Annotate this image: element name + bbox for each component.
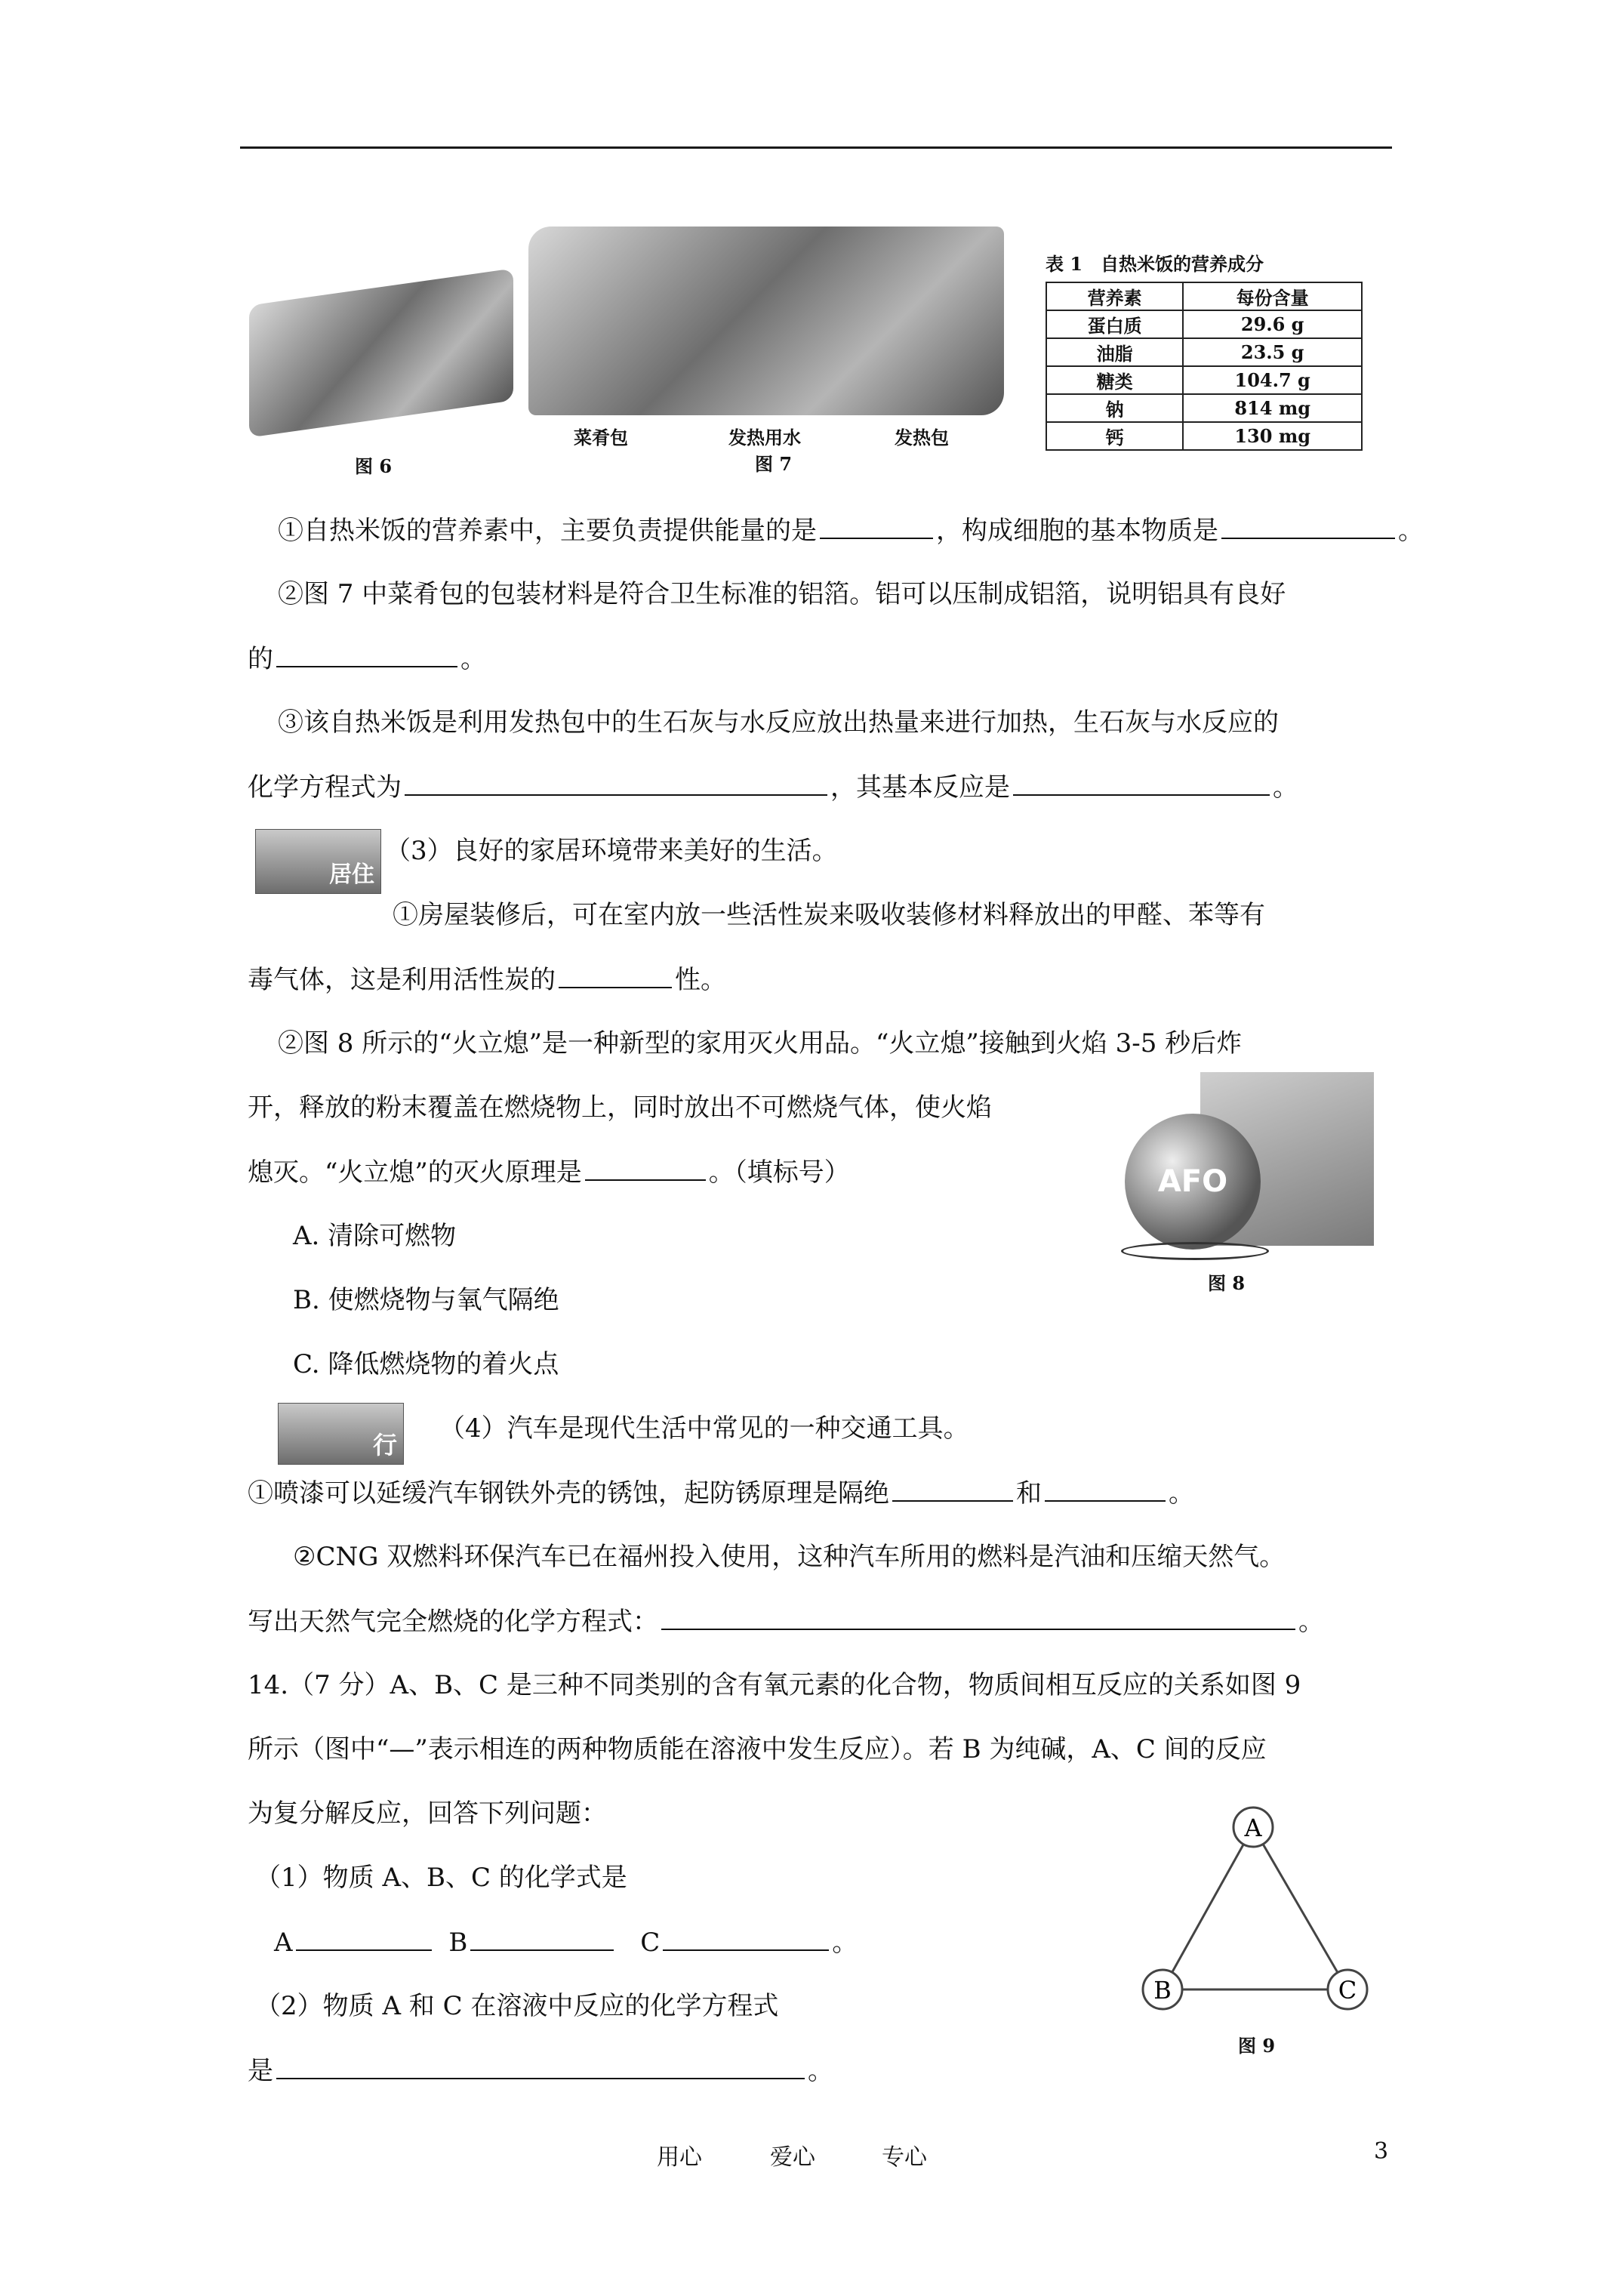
fig9-node-a: A	[1244, 1814, 1262, 1842]
table-cell: 糖类	[1046, 366, 1183, 394]
table-cell: 钙	[1046, 422, 1183, 450]
footer-item-2: 爱心	[770, 2144, 815, 2171]
fig7-label-2: 发热用水	[728, 427, 801, 448]
fig6-caption: 图 6	[355, 455, 393, 477]
q4-line-2: ②CNG 双燃料环保汽车已在福州投入使用，这种汽车所用的燃料是汽油和压缩天然气。	[293, 1542, 1286, 1572]
table-cell: 23.5 g	[1183, 338, 1362, 366]
table-row	[1046, 338, 1362, 366]
nutrition-table-block	[1046, 249, 1363, 451]
fig7-photo	[528, 227, 1004, 415]
q14-line-abc: A B C 。	[274, 1925, 858, 1959]
table-row	[1046, 394, 1362, 422]
q2-line-1: ①自热米饭的营养素中，主要负责提供能量的是 ，构成细胞的基本物质是 。	[278, 513, 1424, 547]
table-cell: 蛋白质	[1046, 310, 1183, 338]
fig7-label-3: 发热包	[895, 427, 949, 448]
answer-blank[interactable]	[661, 1604, 1295, 1630]
table-cell: 130 mg	[1183, 422, 1362, 450]
answer-blank[interactable]	[405, 770, 827, 796]
table-header-cell: 每份含量	[1183, 282, 1362, 310]
answer-blank[interactable]	[585, 1155, 706, 1181]
nutrition-table	[1046, 282, 1363, 451]
table1-title: 表 1 自热米饭的营养成分	[1046, 253, 1264, 275]
q3-line-3: ②图 8 所示的“火立熄”是一种新型的家用灭火用品。“火立熄”接触到火焰 3-5 秒后炸	[278, 1028, 1243, 1059]
answer-blank[interactable]	[276, 2054, 805, 2079]
q2-line-2: ②图 7 中菜肴包的包装材料是符合卫生标准的铝箔。铝可以压制成铝箔，说明铝具有良好	[278, 579, 1286, 609]
table-cell: 油脂	[1046, 338, 1183, 366]
q14-line-2: 所示（图中“—”表示相连的两种物质能在溶液中发生反应）。若 B 为纯碱，A、C 间的反应	[248, 1734, 1267, 1764]
table-cell: 钠	[1046, 394, 1183, 422]
table-row	[1046, 422, 1362, 450]
answer-blank[interactable]	[1045, 1476, 1166, 1502]
answer-blank[interactable]	[820, 513, 933, 539]
option-b: B. 使燃烧物与氧气隔绝	[293, 1285, 559, 1315]
table-cell: 104.7 g	[1183, 366, 1362, 394]
fig8-stand	[1121, 1242, 1269, 1260]
fig7-label-1: 菜肴包	[574, 427, 628, 448]
header-rule	[240, 146, 1392, 149]
table-cell: 29.6 g	[1183, 310, 1362, 338]
fig9-node-c: C	[1338, 1976, 1357, 2005]
footer-item-1: 用心	[657, 2144, 702, 2171]
fig8-caption: 图 8	[1208, 1272, 1246, 1294]
page-number: 3	[1374, 2138, 1389, 2165]
table-cell: 814 mg	[1183, 394, 1362, 422]
fig8-ball: AFO	[1125, 1114, 1261, 1250]
q2-line-5: 化学方程式为 ，其基本反应是 。	[248, 770, 1298, 804]
option-a: A. 清除可燃物	[293, 1221, 457, 1251]
fig8-image	[1110, 1072, 1389, 1268]
answer-blank[interactable]	[559, 963, 672, 988]
q4-title: （4）汽车是现代生活中常见的一种交通工具。	[439, 1413, 969, 1444]
q3-title: （3）良好的家居环境带来美好的生活。	[385, 836, 838, 866]
fig7-caption: 图 7	[755, 453, 793, 475]
q3-line-1: ①房屋装修后，可在室内放一些活性炭来吸收装修材料释放出的甲醛、苯等有	[393, 900, 1265, 930]
q3-line-5: 熄灭。“火立熄”的灭火原理是 。（填标号）	[248, 1155, 850, 1189]
table-header-cell: 营养素	[1046, 282, 1183, 310]
q14-sub-2: （2）物质 A 和 C 在溶液中反应的化学方程式	[255, 1991, 779, 2021]
answer-blank[interactable]	[892, 1476, 1013, 1502]
answer-blank[interactable]	[276, 642, 457, 667]
car-icon: 行	[278, 1403, 404, 1465]
q14-line-3: 为复分解反应，回答下列问题：	[248, 1798, 607, 1829]
answer-blank-c[interactable]	[663, 1925, 829, 1951]
fig9-diagram	[1129, 1797, 1385, 2023]
table-row	[1046, 310, 1362, 338]
q4-line-3: 写出天然气完全燃烧的化学方程式： 。	[248, 1604, 1324, 1638]
q14-line-7: 是 。	[248, 2054, 833, 2088]
answer-blank[interactable]	[1221, 513, 1395, 539]
footer-item-3: 专心	[882, 2144, 927, 2171]
q3-line-2: 毒气体，这是利用活性炭的 性。	[248, 963, 726, 997]
q2-line-4: ③该自热米饭是利用发热包中的生石灰与水反应放出热量来进行加热，生石灰与水反应的	[278, 707, 1279, 738]
answer-blank-b[interactable]	[470, 1925, 614, 1951]
q4-line-1: ①喷漆可以延缓汽车钢铁外壳的锈蚀，起防锈原理是隔绝 和 。	[248, 1476, 1194, 1510]
q3-line-4: 开，释放的粉末覆盖在燃烧物上，同时放出不可燃烧气体，使火焰	[248, 1093, 992, 1123]
home-icon: 居住	[255, 829, 381, 894]
q2-line-3: 的 。	[248, 642, 486, 676]
answer-blank[interactable]	[1013, 770, 1270, 796]
answer-blank-a[interactable]	[296, 1925, 432, 1951]
fig9-caption: 图 9	[1238, 2035, 1276, 2057]
table-row	[1046, 366, 1362, 394]
table-header-row	[1046, 282, 1362, 310]
q14-sub-1: （1）物质 A、B、C 的化学式是	[255, 1863, 627, 1893]
option-c: C. 降低燃烧物的着火点	[293, 1349, 559, 1379]
fig9-node-b: B	[1153, 1976, 1172, 2005]
fig6-photo	[249, 268, 513, 437]
q14-line-1: 14.（7 分）A、B、C 是三种不同类别的含有氧元素的化合物，物质间相互反应的关系如图 9	[248, 1670, 1301, 1700]
